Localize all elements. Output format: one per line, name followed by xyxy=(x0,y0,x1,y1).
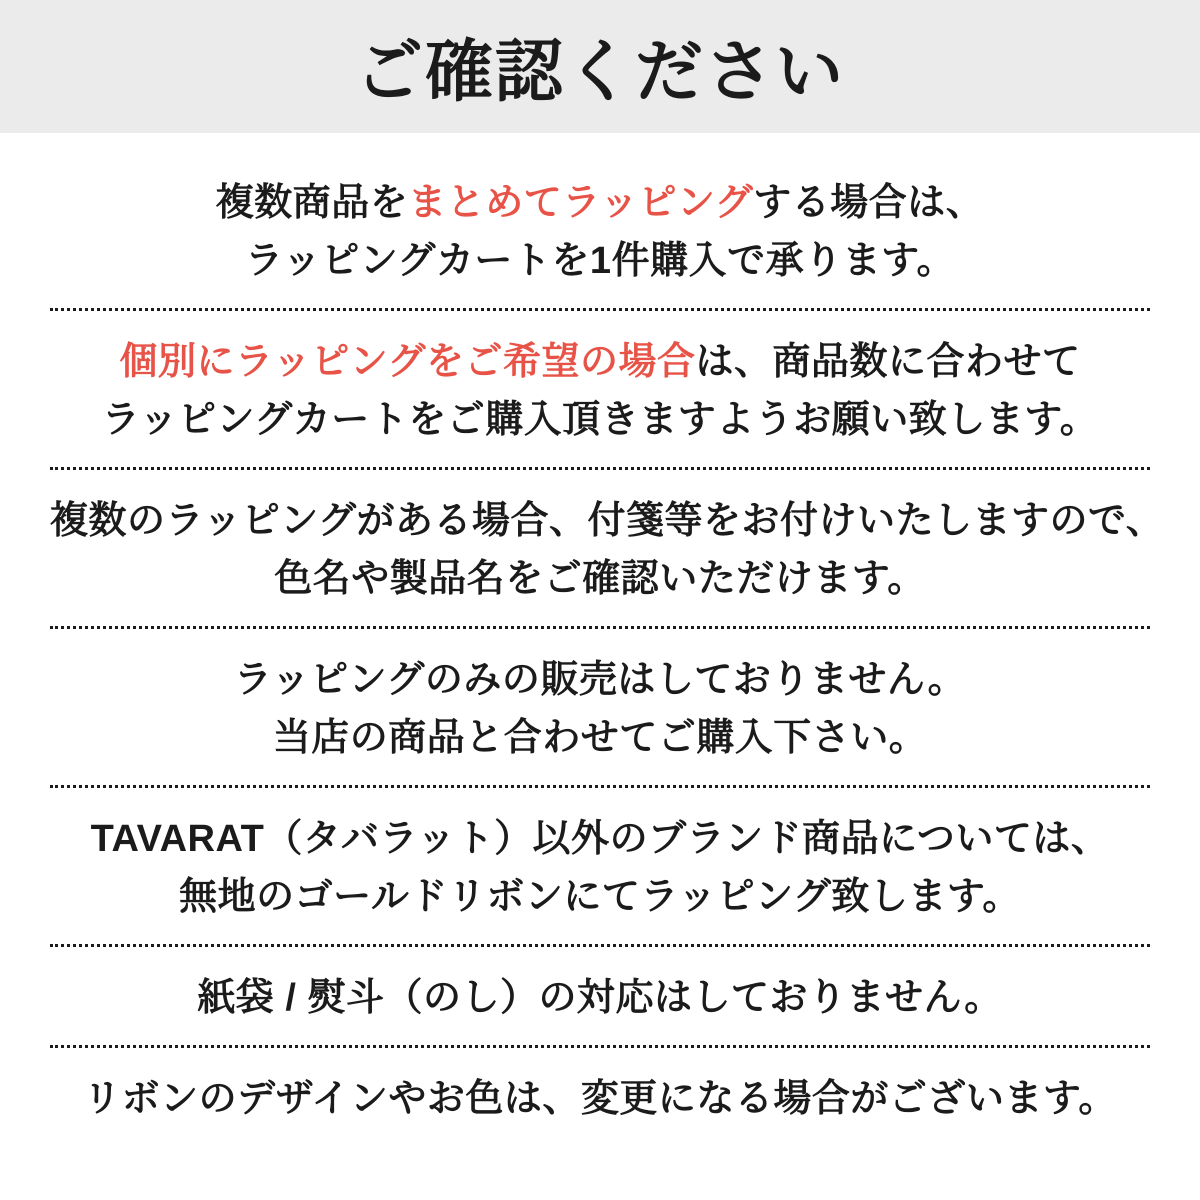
notice-paragraph xyxy=(50,969,1150,1027)
dotted-separator xyxy=(50,626,1150,629)
dotted-separator xyxy=(50,944,1150,947)
notice-line xyxy=(50,550,1150,608)
notice-paragraph xyxy=(50,333,1150,449)
notice-line xyxy=(50,969,1150,1027)
notice-paragraph xyxy=(50,651,1150,767)
notice-text: ラッピングカートをご購入頂きますようお願い致します。 xyxy=(101,399,1099,441)
notice-paragraph xyxy=(50,810,1150,926)
dotted-separator xyxy=(50,308,1150,311)
header-banner xyxy=(0,0,1200,133)
notice-line xyxy=(50,492,1165,550)
notice-text: 複数のラッピングがある場合、付箋等をお付けいたしますので、 xyxy=(50,500,1165,542)
notice-text: ラッピングカートを1件購入で承ります。 xyxy=(244,240,956,282)
dotted-separator xyxy=(50,785,1150,788)
notice-line xyxy=(50,174,1150,232)
dotted-separator xyxy=(50,467,1150,470)
notice-text: 色名や製品名をご確認いただけます。 xyxy=(274,558,926,600)
notice-line xyxy=(50,1070,1150,1128)
notice-text: 紙袋 / 熨斗（のし）の対応はしておりません。 xyxy=(197,977,1003,1019)
notice-text: TAVARAT（タバラット）以外のブランド商品については、 xyxy=(90,818,1110,860)
notice-line xyxy=(50,868,1150,926)
notice-text: は、商品数に合わせて xyxy=(695,341,1081,383)
notice-line xyxy=(50,709,1150,767)
notice-paragraph xyxy=(50,1070,1150,1128)
notice-text: 複数商品を xyxy=(215,182,409,224)
notice-paragraph xyxy=(50,174,1150,290)
dotted-separator xyxy=(50,1045,1150,1048)
notice-text-highlight: 個別にラッピングをご希望の場合 xyxy=(119,341,696,383)
notice-line xyxy=(50,651,1150,709)
notice-text: 無地のゴールドリボンにてラッピング致します。 xyxy=(179,876,1021,918)
notice-text: リボンのデザインやお色は、変更になる場合がございます。 xyxy=(83,1078,1117,1120)
notice-list xyxy=(0,133,1200,1128)
notice-line xyxy=(50,232,1150,290)
notice-text-highlight: まとめてラッピング xyxy=(408,182,754,224)
notice-text: する場合は、 xyxy=(753,182,985,224)
page-title: ご確認ください xyxy=(354,34,845,110)
notice-text: ラッピングのみの販売はしておりません。 xyxy=(233,659,967,701)
notice-text: 当店の商品と合わせてご購入下さい。 xyxy=(272,717,928,759)
notice-line xyxy=(50,333,1150,391)
notice-line xyxy=(50,810,1150,868)
notice-line xyxy=(50,391,1150,449)
notice-paragraph xyxy=(50,492,1165,608)
